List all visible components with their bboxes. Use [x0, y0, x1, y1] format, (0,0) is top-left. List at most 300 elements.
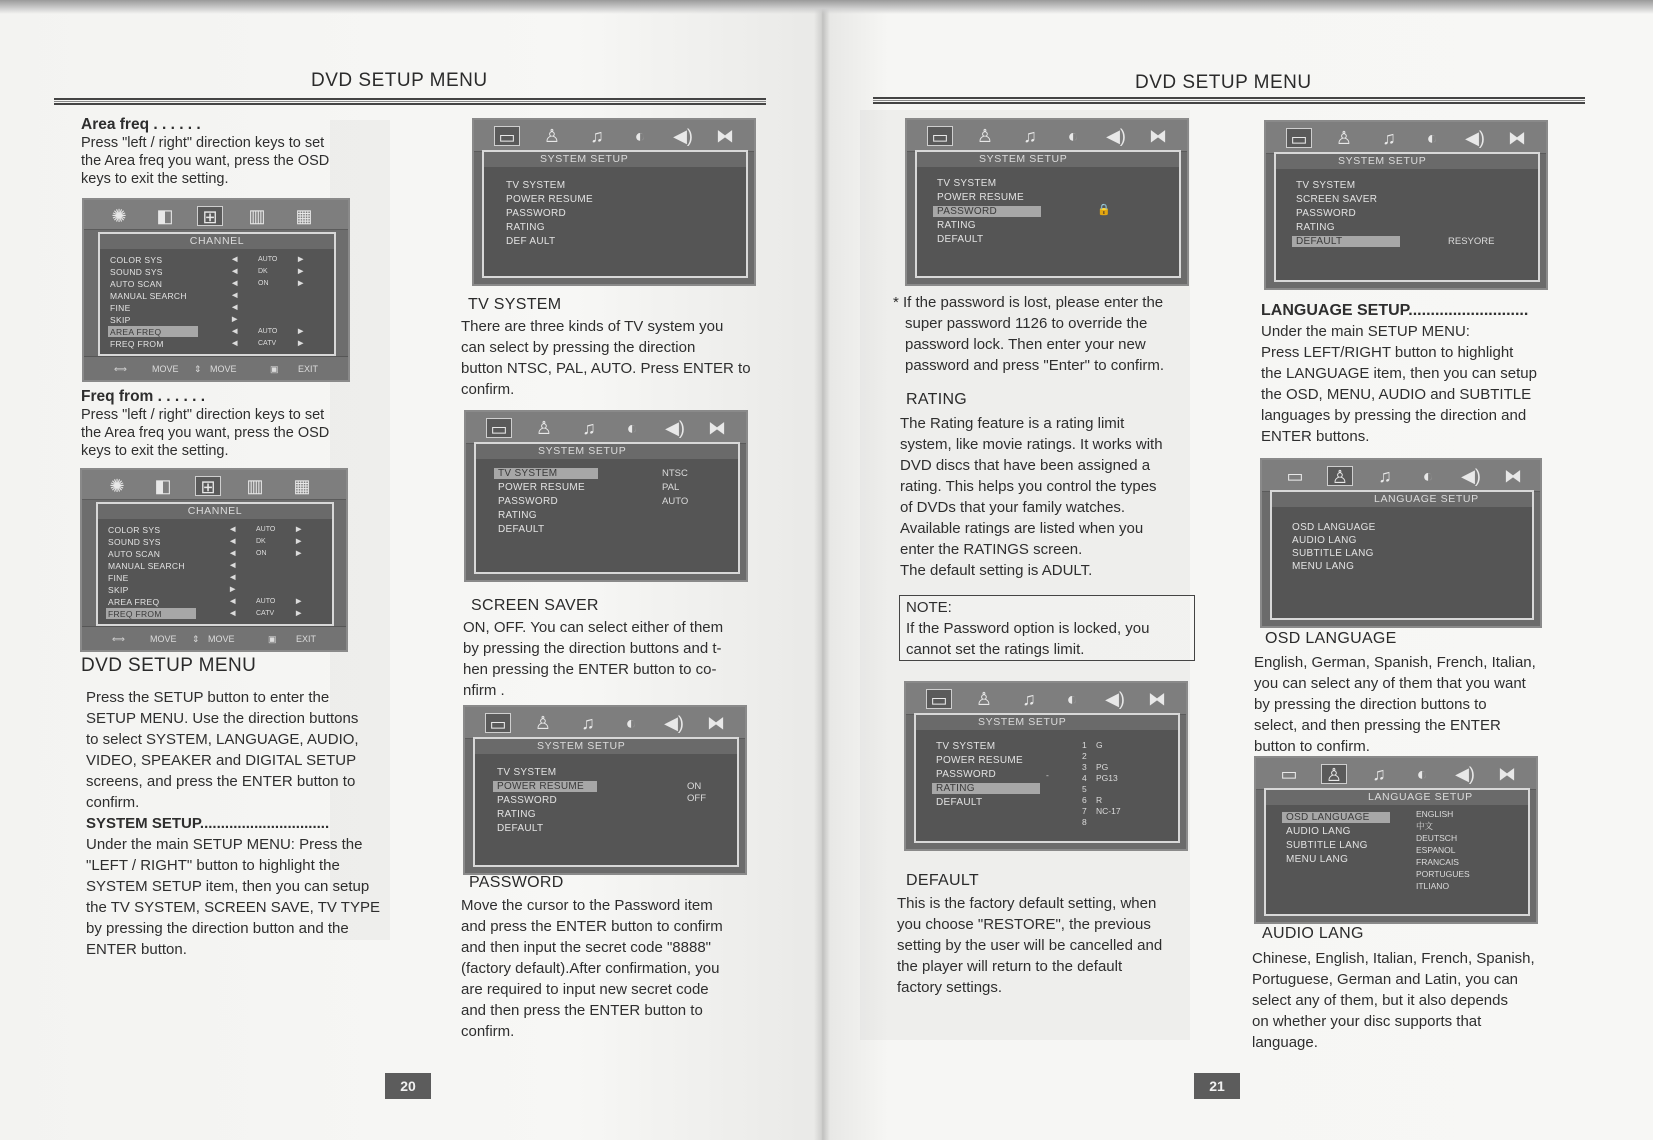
screen-saver-title: SCREEN SAVER [471, 597, 599, 614]
osd-value: OFF [687, 793, 706, 804]
password-line: are required to input new secret code [461, 981, 709, 998]
dvd-setup-line: Press the SETUP button to enter the [86, 689, 330, 706]
channel-arrow: ► [294, 548, 304, 559]
osd-icon-bar [907, 120, 1187, 152]
screen-saver-line: ON, OFF. You can select either of them [463, 619, 724, 636]
user-icon: ♙ [1335, 128, 1353, 148]
default-title: DEFAULT [906, 872, 979, 889]
system-setup-line: Under the main SETUP MENU: Press the [86, 836, 363, 853]
system-setup-osd [472, 118, 756, 286]
screen-icon: ▦ [293, 476, 311, 496]
channel-osd-panel [96, 502, 334, 626]
channel-osd-footer [84, 356, 348, 380]
language-setup-osd [1260, 458, 1542, 628]
note-box [899, 595, 1195, 661]
freq-from-line: Press "left / right" direction keys to set [81, 407, 325, 423]
note-title: NOTE: [906, 599, 952, 616]
screen-saver-line: nfirm . [463, 682, 505, 699]
move-ud-icon: ⇕ [194, 364, 202, 374]
audio-lang-line: Chinese, English, Italian, French, Spanish, [1252, 950, 1535, 967]
channel-value: ON [256, 550, 267, 557]
osd-item: SUBTITLE LANG [1292, 548, 1374, 559]
area-freq-line: the Area freq you want, press the OSD [81, 153, 330, 169]
rating-line: Available ratings are listed when you [900, 520, 1144, 537]
volume-icon: ◀) [1465, 128, 1485, 148]
rating-value: NC-17 [1096, 806, 1121, 816]
screen-icon: ▦ [295, 206, 313, 226]
channel-value: CATV [256, 610, 275, 617]
rating-line: The default setting is ADULT. [900, 562, 1093, 579]
language-option: PORTUGUES [1416, 869, 1470, 879]
channel-item: FINE [108, 573, 129, 583]
audio-lang-title: AUDIO LANG [1262, 925, 1364, 942]
osd-title: SYSTEM SETUP [476, 444, 738, 459]
video-icon: ◐ [1067, 126, 1079, 146]
osd-item-selected: RATING [936, 783, 975, 794]
osd-panel [1270, 490, 1534, 620]
area-freq-line: Press "left / right" direction keys to set [81, 135, 325, 151]
osd-item: PASSWORD [497, 795, 557, 806]
system-setup-line: SYSTEM SETUP item, then you can setup [86, 878, 370, 895]
channel-arrow: ► [296, 326, 306, 337]
tuner-icon: ⊞ [195, 476, 221, 496]
language-option: FRANCAIS [1416, 857, 1459, 867]
rating-title: RATING [906, 391, 968, 408]
tv-system-line: confirm. [461, 381, 515, 398]
channel-value: CATV [258, 340, 277, 347]
audio-lang-body [1252, 948, 1602, 1053]
password-line: and then input the secret code "8888" [461, 939, 711, 956]
password-lost-body [893, 292, 1233, 376]
osd-title: LANGUAGE SETUP [1266, 790, 1528, 805]
channel-arrow: ◄ [228, 548, 238, 559]
channel-item: MANUAL SEARCH [108, 561, 185, 571]
language-setup-body [1261, 300, 1601, 447]
osd-item: PASSWORD [498, 496, 558, 507]
tv-system-body [461, 316, 801, 400]
osd-language-osd [1254, 756, 1538, 924]
channel-arrow: ◄ [228, 596, 238, 607]
area-freq-section [81, 116, 381, 188]
osd-icon-bar [474, 120, 754, 152]
password-line: confirm. [461, 1023, 515, 1040]
default-line: factory settings. [897, 979, 1003, 996]
channel-arrow: ► [294, 596, 304, 607]
osd-item: OSD LANGUAGE [1292, 522, 1376, 533]
volume-icon: ◀) [664, 713, 684, 733]
osd-language-line: select, and then pressing the ENTER [1254, 717, 1501, 734]
osd-icon-bar [1256, 758, 1536, 790]
right-header-rule [873, 97, 1585, 104]
rating-number: 2 [1082, 751, 1087, 761]
chinese-glyph: 中文 [1416, 821, 1434, 831]
channel-arrow: ◄ [228, 608, 238, 619]
rating-value: PG [1096, 762, 1109, 772]
osd-icon-bar [82, 470, 346, 500]
digital-icon: ⧓ [1498, 764, 1516, 784]
password-line: and then press the ENTER button to [461, 1002, 703, 1019]
osd-item: POWER RESUME [936, 755, 1023, 766]
system-setup-line: "LEFT / RIGHT" button to highlight the [86, 857, 340, 874]
rating-osd [904, 681, 1188, 851]
rating-value: R [1096, 795, 1103, 805]
video-icon: ◐ [634, 126, 646, 146]
osd-value: PAL [662, 482, 680, 493]
tv-system-line: There are three kinds of TV system you [461, 318, 724, 335]
osd-panel [915, 150, 1181, 278]
music-icon: ♫ [582, 418, 596, 438]
osd-language-title: OSD LANGUAGE [1265, 630, 1397, 647]
user-icon: ♙ [1327, 466, 1353, 486]
osd-item: TV SYSTEM [497, 767, 557, 778]
dvd-setup-line: VIDEO, SPEAKER and DIGITAL SETUP [86, 752, 357, 769]
osd-icon-bar [906, 683, 1186, 715]
tv-system-osd [464, 410, 748, 582]
osd-item: POWER RESUME [937, 192, 1024, 203]
osd-title: SYSTEM SETUP [916, 715, 1178, 730]
osd-title: LANGUAGE SETUP [1272, 492, 1532, 507]
digital-icon: ⧓ [1508, 128, 1526, 148]
password-body [461, 895, 806, 1042]
music-icon: ♫ [1382, 128, 1396, 148]
channel-item: SOUND SYS [110, 267, 163, 277]
channel-osd-panel [98, 232, 336, 356]
language-option: ENGLISH [1416, 809, 1454, 819]
osd-language-line: by pressing the direction buttons to [1254, 696, 1487, 713]
default-line: This is the factory default setting, when [897, 895, 1157, 912]
channel-arrow: ► [296, 254, 306, 265]
video-icon: ◐ [1426, 128, 1438, 148]
music-icon: ♫ [581, 713, 595, 733]
music-icon: ♫ [1378, 466, 1392, 486]
audio-lang-line: select any of them, but it also depends [1252, 992, 1508, 1009]
channel-arrow: ◄ [228, 560, 238, 571]
rating-number: 5 [1082, 784, 1087, 794]
osd-panel [482, 150, 748, 278]
audio-lang-line: language. [1252, 1034, 1318, 1051]
osd-panel [1264, 788, 1530, 916]
default-line: the player will return to the default [897, 958, 1123, 975]
rating-line: DVD discs that have been assigned a [900, 457, 1151, 474]
channel-arrow: ► [296, 266, 306, 277]
channel-arrow: ◄ [230, 254, 240, 265]
restore-value: RESYORE [1448, 236, 1495, 247]
language-setup-line: languages by pressing the direction and [1261, 407, 1527, 424]
osd-item: TV SYSTEM [936, 741, 996, 752]
channel-value: ON [258, 280, 269, 287]
user-icon: ♙ [535, 418, 553, 438]
channel-item: COLOR SYS [110, 255, 163, 265]
volume-icon: ◀) [1461, 466, 1481, 486]
digital-icon: ⧓ [716, 126, 734, 146]
channel-arrow: ◄ [228, 524, 238, 535]
user-icon: ♙ [1321, 764, 1347, 784]
area-freq-line: keys to exit the setting. [81, 171, 229, 187]
channel-item: COLOR SYS [108, 525, 161, 535]
speaker-icon: ◧ [156, 206, 174, 226]
freq-from-line: the Area freq you want, press the OSD [81, 425, 330, 441]
monitor-icon: ▭ [927, 126, 953, 146]
monitor-icon: ▭ [1280, 764, 1298, 784]
system-setup-line: the TV SYSTEM, SCREEN SAVE, TV TYPE [86, 899, 380, 916]
password-title: PASSWORD [469, 874, 564, 891]
book-gutter [814, 0, 830, 1140]
osd-item-selected: PASSWORD [937, 206, 997, 217]
osd-item: DEFAULT [936, 797, 983, 808]
note-line: If the Password option is locked, you [906, 620, 1150, 637]
move-lr-icon: ⟺ [114, 364, 127, 374]
user-icon: ♙ [543, 126, 561, 146]
channel-item: SOUND SYS [108, 537, 161, 547]
rating-number: 1 [1082, 740, 1087, 750]
tv-system-line: can select by pressing the direction [461, 339, 696, 356]
osd-item-selected: OSD LANGUAGE [1286, 812, 1370, 823]
password-line: (factory default).After confirmation, you [461, 960, 720, 977]
monitor-icon: ▭ [486, 418, 512, 438]
footer-move-label: MOVE [150, 634, 177, 644]
rating-number: 3 [1082, 762, 1087, 772]
exit-icon: ▣ [268, 634, 277, 644]
screen-saver-line: by pressing the direction buttons and t- [463, 640, 722, 657]
osd-value: ON [687, 781, 702, 792]
video-icon: ◐ [625, 713, 637, 733]
channel-arrow: ► [230, 314, 240, 325]
language-setup-title: LANGUAGE SETUP........................... [1261, 302, 1529, 319]
music-icon: ♫ [1023, 126, 1037, 146]
screen-saver-osd [463, 705, 747, 875]
default-line: setting by the user will be cancelled and [897, 937, 1163, 954]
password-lost-line: password and press "Enter" to confirm. [905, 357, 1165, 374]
rating-line: of DVDs that your family watches. [900, 499, 1126, 516]
channel-arrow: ◄ [230, 266, 240, 277]
channel-arrow: ► [294, 524, 304, 535]
volume-icon: ◀) [1106, 126, 1126, 146]
system-setup-line: ENTER button. [86, 941, 187, 958]
disc-icon: ✺ [109, 476, 125, 496]
screen-saver-body [463, 617, 803, 701]
rating-line: The Rating feature is a rating limit [900, 415, 1125, 432]
film-icon: ▥ [246, 476, 264, 496]
speaker-icon: ◧ [154, 476, 172, 496]
disc-icon: ✺ [111, 206, 127, 226]
channel-item: AUTO SCAN [108, 549, 161, 559]
dvd-setup-line: to select SYSTEM, LANGUAGE, AUDIO, [86, 731, 359, 748]
channel-item: AREA FREQ [108, 597, 160, 607]
digital-icon: ⧓ [707, 713, 725, 733]
osd-title: SYSTEM SETUP [1276, 154, 1538, 169]
password-lost-line: * If the password is lost, please enter the [893, 294, 1164, 311]
osd-item: POWER RESUME [506, 194, 593, 205]
osd-item: RATING [1296, 222, 1335, 233]
password-line: Move the cursor to the Password item [461, 897, 713, 914]
right-page-number: 21 [1194, 1073, 1240, 1099]
language-setup-line: ENTER buttons. [1261, 428, 1370, 445]
rating-number: 4 [1082, 773, 1087, 783]
channel-arrow: ◄ [228, 536, 238, 547]
osd-title: SYSTEM SETUP [484, 152, 746, 167]
osd-panel [474, 442, 740, 574]
channel-value: DK [256, 538, 266, 545]
osd-language-line: button to confirm. [1254, 738, 1370, 755]
osd-item-selected: POWER RESUME [497, 781, 584, 792]
channel-osd-footer [82, 626, 346, 650]
channel-value: AUTO [258, 328, 278, 335]
osd-item: TV SYSTEM [1296, 180, 1356, 191]
channel-arrow: ► [294, 608, 304, 619]
monitor-icon: ▭ [1286, 466, 1304, 486]
password-osd [905, 118, 1189, 286]
osd-item: DEFAULT [937, 234, 984, 245]
osd-panel [1274, 152, 1540, 282]
osd-language-body [1254, 652, 1599, 757]
digital-icon: ⧓ [1149, 126, 1167, 146]
video-icon: ◐ [1416, 764, 1428, 784]
area-freq-title: Area freq . . . . . . [81, 116, 201, 133]
osd-item: AUDIO LANG [1292, 535, 1357, 546]
channel-arrow: ◄ [230, 302, 240, 313]
user-icon: ♙ [534, 713, 552, 733]
music-icon: ♫ [1022, 689, 1036, 709]
audio-lang-line: on whether your disc supports that [1252, 1013, 1482, 1030]
freq-from-line: keys to exit the setting. [81, 443, 229, 459]
tv-system-title: TV SYSTEM [468, 296, 562, 313]
dvd-setup-line: screens, and press the ENTER button to [86, 773, 356, 790]
footer-exit-label: EXIT [296, 634, 317, 644]
osd-item: MENU LANG [1286, 854, 1349, 865]
language-setup-line: the LANGUAGE item, then you can setup [1261, 365, 1537, 382]
channel-value: AUTO [256, 526, 276, 533]
osd-icon-bar [466, 412, 746, 444]
channel-item: SKIP [110, 315, 131, 325]
osd-value: AUTO [662, 496, 689, 507]
osd-icon-bar [84, 200, 348, 230]
channel-item-selected: FREQ FROM [108, 609, 162, 619]
footer-move-label: MOVE [210, 364, 237, 374]
osd-language-line: English, German, Spanish, French, Italian, [1254, 654, 1536, 671]
dvd-setup-body [86, 687, 431, 960]
osd-item: MENU LANG [1292, 561, 1355, 572]
user-icon: ♙ [975, 689, 993, 709]
osd-panel [914, 713, 1180, 843]
osd-item: SCREEN SAVER [1296, 194, 1378, 205]
rating-line: rating. This helps you control the types [900, 478, 1157, 495]
channel-arrow: ► [296, 338, 306, 349]
default-osd [1264, 120, 1548, 290]
move-ud-icon: ⇕ [192, 634, 200, 644]
channel-arrow: ◄ [230, 326, 240, 337]
osd-item: DEFAULT [498, 524, 545, 535]
password-dash: - [1046, 770, 1049, 780]
digital-icon: ⧓ [708, 418, 726, 438]
rating-number: 8 [1082, 817, 1087, 827]
channel-osd-title: CHANNEL [100, 234, 334, 249]
video-icon: ◐ [1066, 689, 1078, 709]
osd-item: RATING [497, 809, 536, 820]
lock-icon: 🔒 [1097, 204, 1111, 216]
freq-from-section [81, 388, 381, 460]
password-line: and press the ENTER button to confirm [461, 918, 723, 935]
audio-lang-line: Portuguese, German and Latin, you can [1252, 971, 1519, 988]
channel-arrow: ◄ [228, 572, 238, 583]
osd-value: NTSC [662, 468, 688, 479]
dvd-setup-title: DVD SETUP MENU [81, 655, 257, 676]
music-icon: ♫ [1372, 764, 1386, 784]
footer-move-label: MOVE [152, 364, 179, 374]
rating-value: G [1096, 740, 1103, 750]
language-option: DEUTSCH [1416, 833, 1458, 843]
rating-line: system, like movie ratings. It works with [900, 436, 1163, 453]
channel-item: MANUAL SEARCH [110, 291, 187, 301]
rating-value: PG13 [1096, 773, 1118, 783]
channel-value: DK [258, 268, 268, 275]
monitor-icon: ▭ [1286, 128, 1312, 148]
osd-language-line: you can select any of them that you want [1254, 675, 1526, 692]
default-line: you choose "RESTORE", the previous [897, 916, 1151, 933]
password-lost-line: super password 1126 to override the [905, 315, 1148, 332]
monitor-icon: ▭ [926, 689, 952, 709]
osd-item: PASSWORD [1296, 208, 1356, 219]
osd-item: RATING [937, 220, 976, 231]
system-setup-line: by pressing the direction button and the [86, 920, 349, 937]
osd-item: PASSWORD [936, 769, 996, 780]
osd-item: SUBTITLE LANG [1286, 840, 1368, 851]
channel-item: FREQ FROM [110, 339, 164, 349]
osd-icon-bar [1262, 460, 1540, 492]
osd-title: SYSTEM SETUP [475, 739, 737, 754]
osd-item: POWER RESUME [498, 482, 585, 493]
channel-arrow: ► [228, 584, 238, 595]
default-body [897, 893, 1242, 998]
osd-item: DEFAULT [497, 823, 544, 834]
system-setup-title: SYSTEM SETUP............................... [86, 815, 330, 832]
channel-arrow: ◄ [230, 290, 240, 301]
monitor-icon: ▭ [485, 713, 511, 733]
osd-item-selected: DEFAULT [1296, 236, 1343, 247]
top-shadow [0, 0, 1653, 14]
language-option: ESPANOL [1416, 845, 1456, 855]
osd-item: TV SYSTEM [937, 178, 997, 189]
tuner-icon: ⊞ [197, 206, 223, 226]
left-header-rule [54, 98, 766, 105]
dvd-setup-line: confirm. [86, 794, 140, 811]
screen-saver-line: hen pressing the ENTER button to co- [463, 661, 717, 678]
volume-icon: ◀) [673, 126, 693, 146]
osd-item-selected: TV SYSTEM [498, 468, 558, 479]
left-page-header: DVD SETUP MENU [311, 70, 488, 91]
osd-item: DEF AULT [506, 236, 556, 247]
channel-item: AUTO SCAN [110, 279, 163, 289]
osd-title: SYSTEM SETUP [917, 152, 1179, 167]
volume-icon: ◀) [1105, 689, 1125, 709]
osd-item: RATING [506, 222, 545, 233]
video-icon: ◐ [626, 418, 638, 438]
channel-arrow: ► [294, 536, 304, 547]
language-option: ITLIANO [1416, 881, 1450, 891]
move-lr-icon: ⟺ [112, 634, 125, 644]
user-icon: ♙ [976, 126, 994, 146]
digital-icon: ⧓ [1148, 689, 1166, 709]
monitor-icon: ▭ [494, 126, 520, 146]
channel-value: AUTO [256, 598, 276, 605]
music-icon: ♫ [590, 126, 604, 146]
rating-number: 7 [1082, 806, 1087, 816]
footer-move-label: MOVE [208, 634, 235, 644]
channel-arrow: ► [296, 278, 306, 289]
osd-item: RATING [498, 510, 537, 521]
film-icon: ▥ [248, 206, 266, 226]
right-page-header: DVD SETUP MENU [1135, 72, 1312, 93]
volume-icon: ◀) [665, 418, 685, 438]
